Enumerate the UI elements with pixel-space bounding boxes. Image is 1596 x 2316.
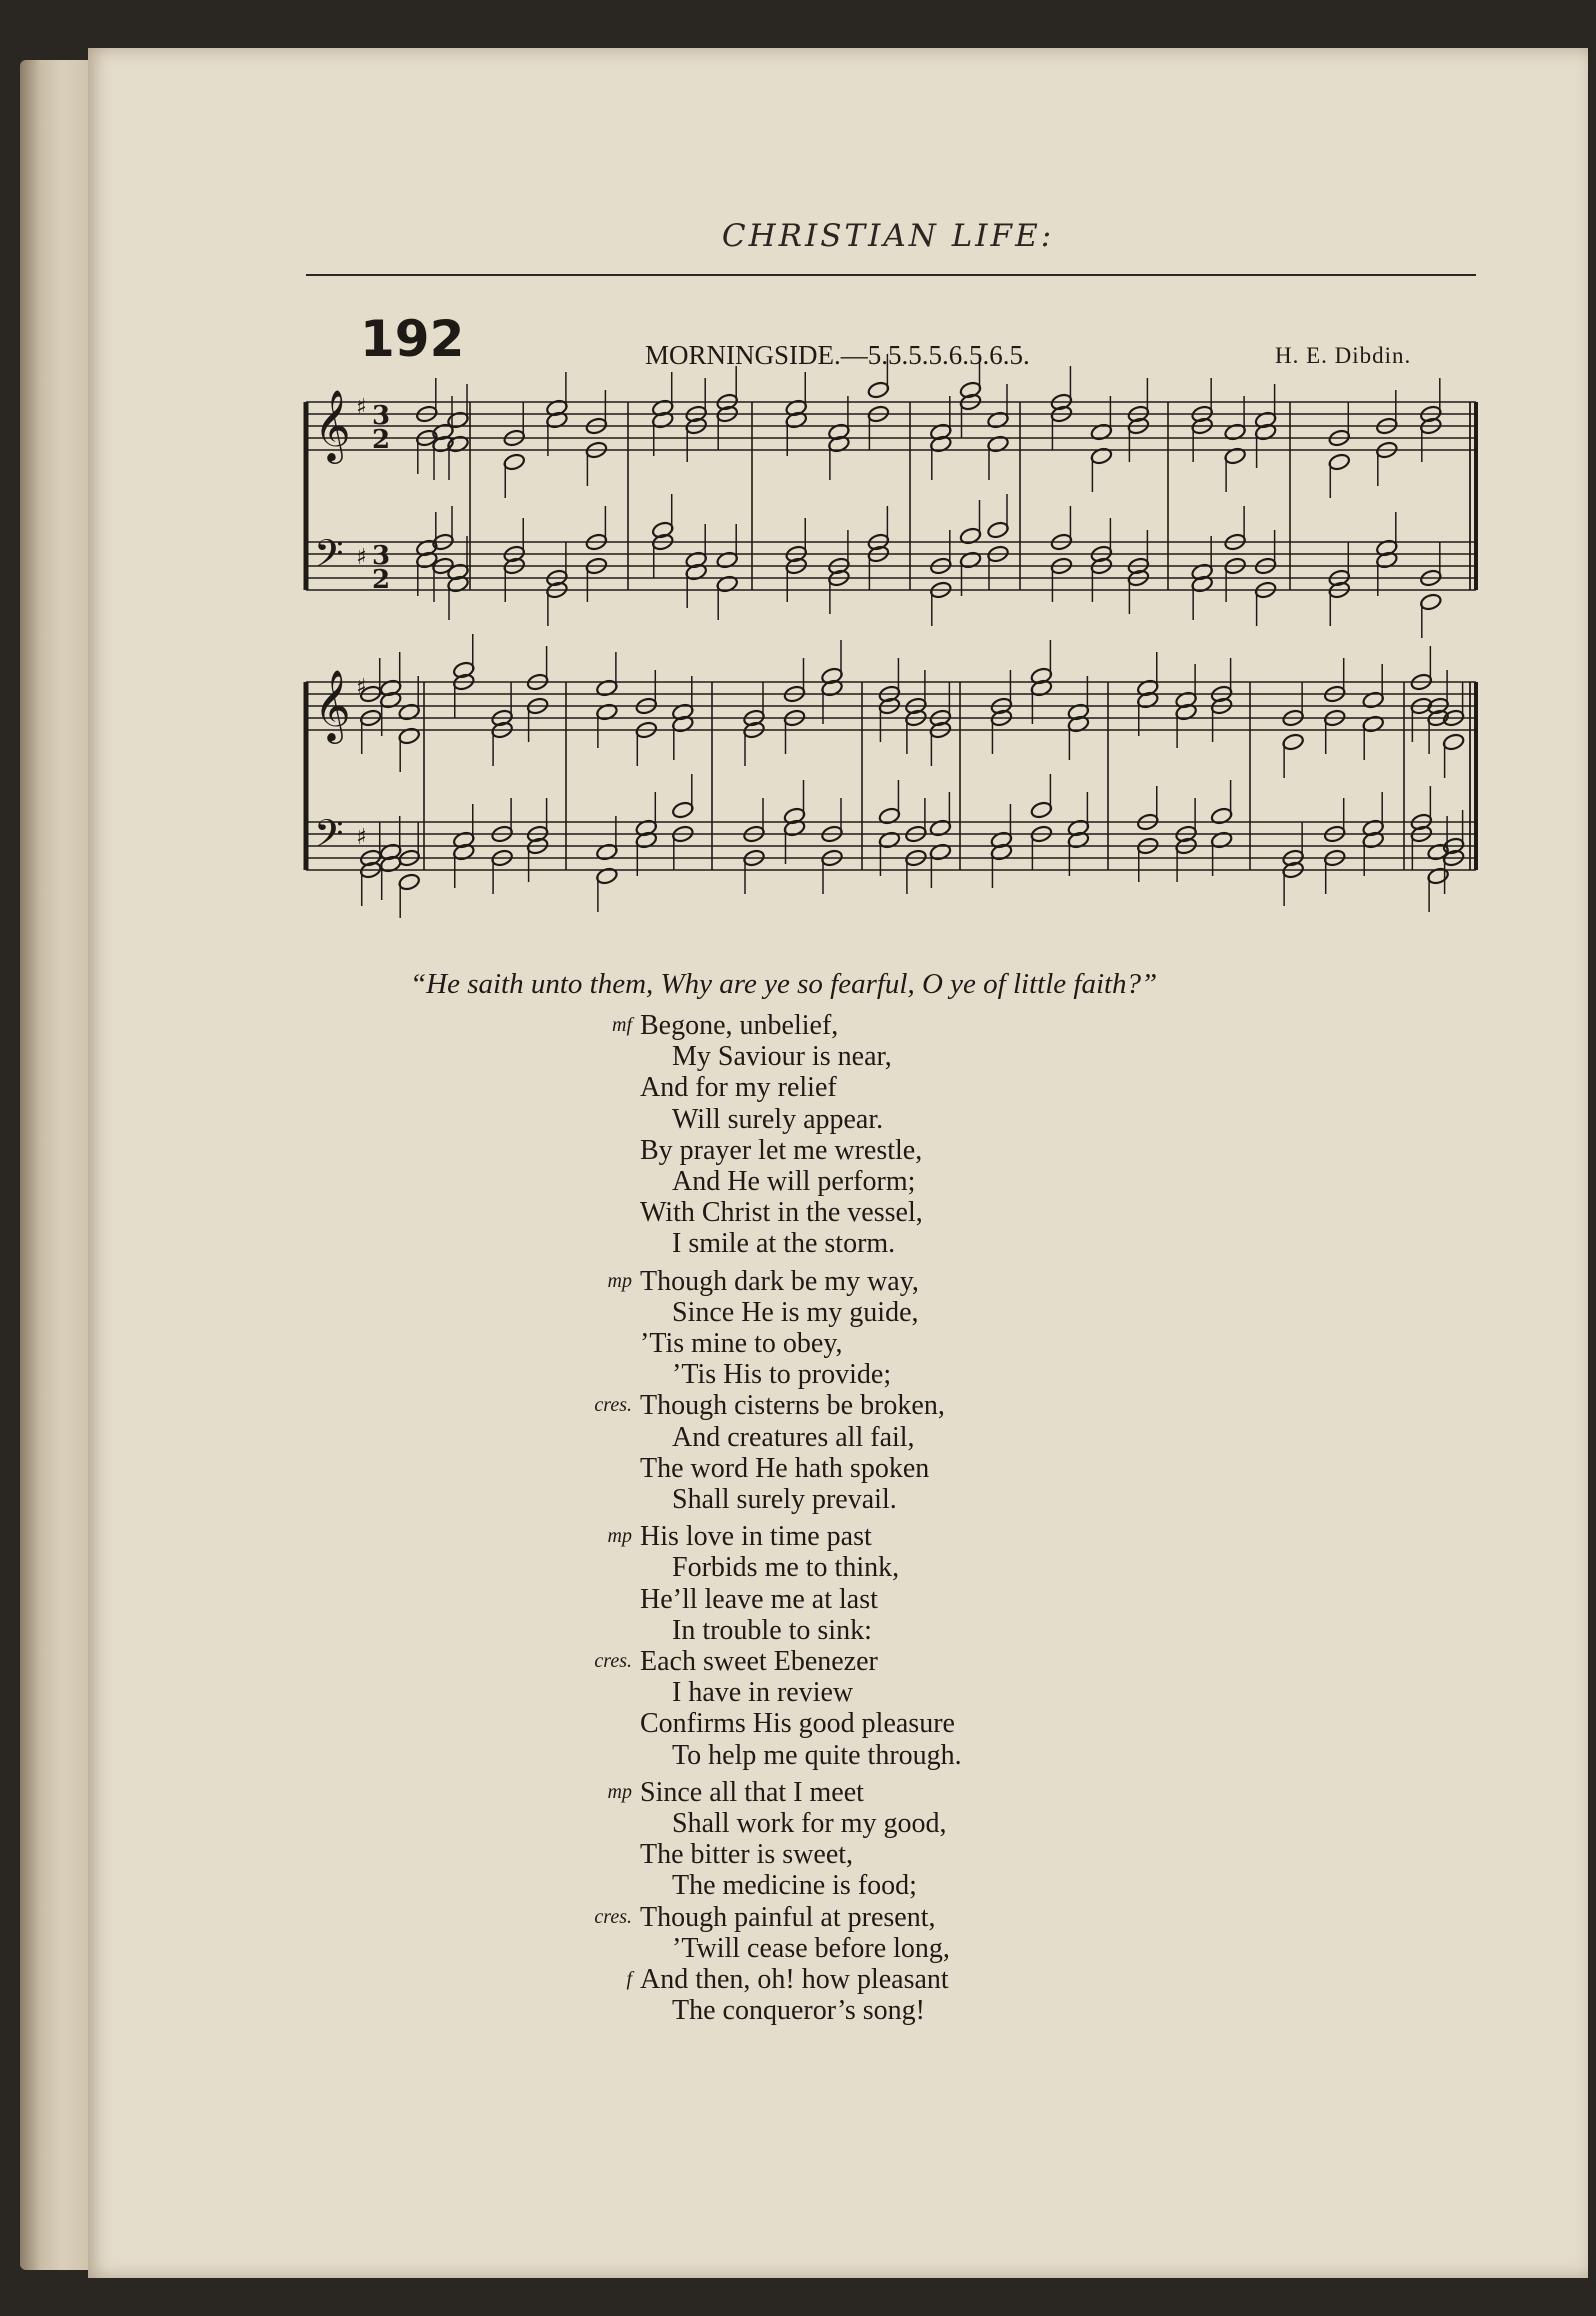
verse-line: ’Twill cease before long, [672,1932,950,1964]
dynamic-marking: mp [607,1525,632,1548]
verse-line: His love in time past [640,1521,872,1553]
verse-line: And creatures all fail, [672,1421,915,1453]
verse-line: With Christ in the vessel, [640,1197,923,1229]
tune-title: MORNINGSIDE.—5.5.5.5.6.5.6.5. [645,340,1030,370]
verse-line: I smile at the storm. [672,1228,896,1260]
key-signature-sharp: ♯ [356,675,367,700]
verse-line: My Saviour is near, [672,1041,892,1073]
verse-line: Though painful at present, [640,1901,936,1933]
verse-line: I have in review [672,1677,854,1709]
note-head [1328,452,1351,471]
verse-line: ’Tis mine to obey, [640,1328,843,1359]
verse-line: Since all that I meet [640,1776,864,1808]
time-signature-bottom: 2 [372,565,391,595]
treble-clef: 𝄞 [314,388,351,461]
dynamic-marking: cres. [594,1650,632,1672]
key-signature-sharp: ♯ [356,825,367,850]
verse-line: Shall surely prevail. [672,1484,897,1515]
composer: H. E. Dibdin. [1275,343,1412,368]
note-head [1281,732,1304,751]
verse-line: Confirms His good pleasure [640,1708,955,1740]
verse-line: Since He is my guide, [672,1296,919,1328]
verse-line: The bitter is sweet, [640,1839,854,1871]
verse-line: And then, oh! how pleasant [640,1964,949,1995]
verse-line: Will surely appear. [672,1103,884,1135]
note-head [986,520,1009,539]
dynamic-marking: mf [612,1014,632,1036]
note-head [1442,732,1465,751]
verse-line: The medicine is food; [672,1870,917,1902]
dynamic-marking: cres. [594,1394,632,1417]
verse-line: Each sweet Ebenezer [640,1646,878,1677]
dynamic-marking: cres. [594,1905,632,1928]
note-head [671,800,694,819]
note-head [1419,592,1442,611]
time-signature-bottom: 2 [372,425,391,455]
verse-line: In trouble to sink: [672,1614,872,1646]
verse-line: To help me quite through. [672,1739,962,1771]
time-signature-top: 3 [372,541,391,571]
note-head [867,380,890,399]
verse-line: ’Tis His to provide; [672,1359,892,1391]
verse-line: He’ll leave me at last [640,1583,878,1615]
dynamic-marking: mp [607,1780,632,1803]
running-header: CHRISTIAN LIFE: [721,218,1055,254]
verse-line: Shall work for my good, [672,1808,947,1839]
epigraph: “He saith unto them, Why are ye so fearful, O ye of little faith?” [410,968,1158,1000]
verse-line: Though dark be my way, [640,1265,919,1297]
music-score [0,0,1596,960]
bass-clef: 𝄢 [314,531,344,585]
key-signature-sharp: ♯ [356,545,367,570]
verse-line: By prayer let me wrestle, [640,1134,923,1166]
verse-line: Though cisterns be broken, [640,1390,945,1422]
hymn-number: 192 [360,310,465,368]
verse-line: And for my relief [640,1072,837,1104]
key-signature-sharp: ♯ [356,395,367,420]
note-head [503,452,526,471]
verse-line: The word He hath spoken [640,1452,930,1484]
verse-line: Begone, unbelief, [640,1010,839,1041]
note-head [398,872,421,891]
verse-line: And He will perform; [672,1166,916,1197]
bass-clef: 𝄢 [314,811,344,865]
dynamic-marking: f [626,1968,632,1990]
verse-line: Forbids me to think, [672,1552,900,1584]
dynamic-marking: mp [607,1269,632,1292]
note-head [1030,800,1053,819]
treble-clef: 𝄞 [314,668,351,741]
verse-line: The conqueror’s song! [672,1995,925,2027]
time-signature-top: 3 [372,401,391,431]
